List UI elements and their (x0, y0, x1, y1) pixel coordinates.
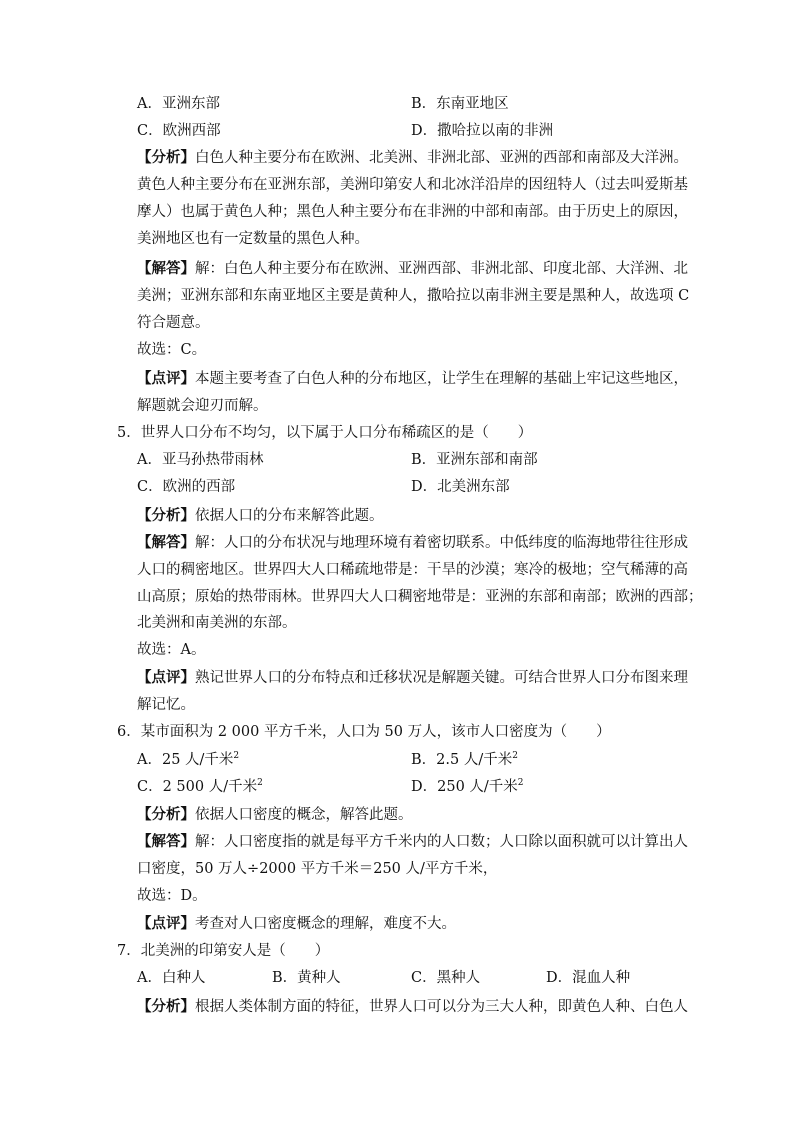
q4-options-row-1 (0, 91, 794, 118)
q6-choice-line (0, 883, 794, 910)
q4-choice: 故选：C。 (137, 342, 207, 358)
q7-analysis-text: 根据人类体制方面的特征，世界人口可以分为三大人种，即黄色人种、白色人 (195, 999, 688, 1015)
q4-answer-text-3: 符合题意。 (137, 315, 210, 331)
q4-option-d[interactable]: D．撒哈拉以南的非洲 (411, 123, 554, 139)
q5-stem: 5．世界人口分布不均匀，以下属于人口分布稀疏区的是（ ） (117, 425, 533, 441)
q7-analysis-line (0, 994, 794, 1021)
q6-option-b-text: B．2.5 人/千米 (411, 752, 513, 768)
q4-comment-text-1: 本题主要考查了白色人种的分布地区，让学生在理解的基础上牢记这些地区， (195, 371, 688, 387)
q6-stem-line (0, 719, 794, 746)
q4-option-c[interactable]: C．欧洲西部 (137, 123, 221, 139)
q6-answer-text-1: 解：人口密度指的就是每平方千米内的人口数；人口除以面积就可以计算出人 (195, 834, 688, 850)
q6-option-a[interactable] (137, 747, 239, 774)
q5-comment-text-2: 解记忆。 (137, 697, 195, 713)
q5-comment-label: 【点评】 (137, 670, 195, 686)
q5-stem-line (0, 420, 794, 447)
q4-comment-text-2: 解题就会迎刃而解。 (137, 398, 268, 414)
q5-answer-line-3 (0, 584, 794, 611)
q4-choice-line (0, 337, 794, 364)
q4-answer-text-1: 解：白色人种主要分布在欧洲、亚洲西部、非洲北部、印度北部、大洋洲、北 (195, 261, 688, 277)
q6-answer-line-2 (0, 856, 794, 883)
q6-option-a-text: A．25 人/千米 (137, 752, 234, 768)
q6-option-b[interactable] (411, 747, 518, 774)
q4-option-b[interactable]: B．东南亚地区 (411, 96, 509, 112)
q4-analysis-line-3 (0, 199, 794, 226)
q6-stem: 6．某市面积为 2 000 平方千米，人口为 50 万人，该市人口密度为（ ） (117, 724, 611, 740)
q6-option-c-exponent: 2 (257, 778, 263, 788)
q4-answer-text-2: 美洲；亚洲东部和东南亚地区主要是黄种人，撒哈拉以南非洲主要是黑种人，故选项 C (137, 288, 690, 304)
q4-analysis-text-1: 白色人种主要分布在欧洲、北美洲、非洲北部、亚洲的西部和南部及大洋洲。 (195, 150, 688, 166)
q7-stem-line (0, 938, 794, 965)
q5-analysis-label: 【分析】 (137, 508, 195, 524)
q7-analysis-label: 【分析】 (137, 999, 195, 1015)
q6-option-b-exponent: 2 (512, 751, 518, 761)
q7-option-c[interactable]: C．黑种人 (411, 970, 481, 986)
q5-answer-line-1 (0, 530, 794, 557)
q6-option-a-exponent: 2 (233, 751, 240, 761)
q5-answer-line-4 (0, 610, 794, 637)
q6-comment-text: 考查对人口密度概念的理解，难度不大。 (195, 916, 456, 932)
q4-option-a[interactable]: A．亚洲东部 (137, 96, 220, 112)
q4-analysis-text-4: 美洲地区也有一定数量的黑色人种。 (137, 231, 369, 247)
q5-comment-text-1: 熟记世界人口的分布特点和迁移状况是解题关键。可结合世界人口分布图来理 (195, 670, 688, 686)
q5-options-row-2 (0, 474, 794, 501)
q7-stem: 7．北美洲的印第安人是（ ） (117, 943, 330, 959)
q7-options-row (0, 965, 794, 992)
q5-options-row-1 (0, 447, 794, 474)
q6-answer-label: 【解答】 (137, 834, 195, 850)
q5-comment-line-2 (0, 692, 794, 719)
q6-analysis-label: 【分析】 (137, 807, 195, 823)
q5-option-a[interactable]: A．亚马孙热带雨林 (137, 452, 264, 468)
q6-option-d[interactable] (411, 774, 524, 801)
q5-answer-text-4: 北美洲和南美洲的东部。 (137, 615, 297, 631)
q6-answer-line-1 (0, 829, 794, 856)
q5-analysis-line (0, 503, 794, 530)
q4-answer-line-3 (0, 310, 794, 337)
q6-choice: 故选：D。 (137, 888, 207, 904)
q4-analysis-text-3: 摩人）也属于黄色人种；黑色人种主要分布在非洲的中部和南部。由于历史上的原因， (137, 204, 688, 220)
q5-answer-line-2 (0, 557, 794, 584)
q6-options-row-2 (0, 774, 794, 801)
q5-choice: 故选：A。 (137, 642, 206, 658)
q6-answer-text-2: 口密度，50 万人÷2000 平方千米＝250 人/平方千米， (137, 861, 498, 877)
q4-analysis-line-1 (0, 145, 794, 172)
q6-analysis-text: 依据人口密度的概念，解答此题。 (195, 807, 413, 823)
q4-analysis-label: 【分析】 (137, 150, 195, 166)
q5-comment-line-1 (0, 665, 794, 692)
q4-analysis-line-2 (0, 172, 794, 199)
q6-option-c[interactable] (137, 774, 263, 801)
q6-option-c-text: C．2 500 人/千米 (137, 779, 258, 795)
q4-options-row-2 (0, 118, 794, 145)
q6-options-row-1 (0, 747, 794, 774)
q5-answer-label: 【解答】 (137, 535, 195, 551)
q4-analysis-line-4 (0, 226, 794, 253)
q7-option-a[interactable]: A．白种人 (137, 970, 206, 986)
q5-answer-text-1: 解：人口的分布状况与地理环境有着密切联系。中低纬度的临海地带往往形成 (195, 535, 688, 551)
q5-option-b[interactable]: B．亚洲东部和南部 (411, 452, 538, 468)
q4-analysis-text-2: 黄色人种主要分布在亚洲东部，美洲印第安人和北冰洋沿岸的因纽特人（过去叫爱斯基 (137, 177, 688, 193)
q4-answer-label: 【解答】 (137, 261, 195, 277)
q6-option-d-exponent: 2 (517, 778, 524, 788)
q4-comment-line-2 (0, 393, 794, 420)
q6-comment-label: 【点评】 (137, 916, 195, 932)
q5-answer-text-2: 人口的稠密地区。世界四大人口稀疏地带是：干旱的沙漠；寒冷的极地；空气稀薄的高 (137, 562, 688, 578)
q4-answer-line-1 (0, 256, 794, 283)
q5-choice-line (0, 637, 794, 664)
q7-option-b[interactable]: B．黄种人 (272, 970, 341, 986)
q6-option-d-text: D．250 人/千米 (411, 779, 518, 795)
q6-comment-line (0, 911, 794, 938)
q5-option-c[interactable]: C．欧洲的西部 (137, 479, 236, 495)
q4-comment-line-1 (0, 366, 794, 393)
q6-analysis-line (0, 802, 794, 829)
q5-option-d[interactable]: D．北美洲东部 (411, 479, 510, 495)
q5-answer-text-3: 山高原；原始的热带雨林。世界四大人口稠密地带是：亚洲的东部和南部；欧洲的西部； (137, 589, 703, 605)
q7-option-d[interactable]: D．混血人种 (546, 970, 631, 986)
q5-analysis-text: 依据人口的分布来解答此题。 (195, 508, 384, 524)
q4-comment-label: 【点评】 (137, 371, 195, 387)
q4-answer-line-2 (0, 283, 794, 310)
